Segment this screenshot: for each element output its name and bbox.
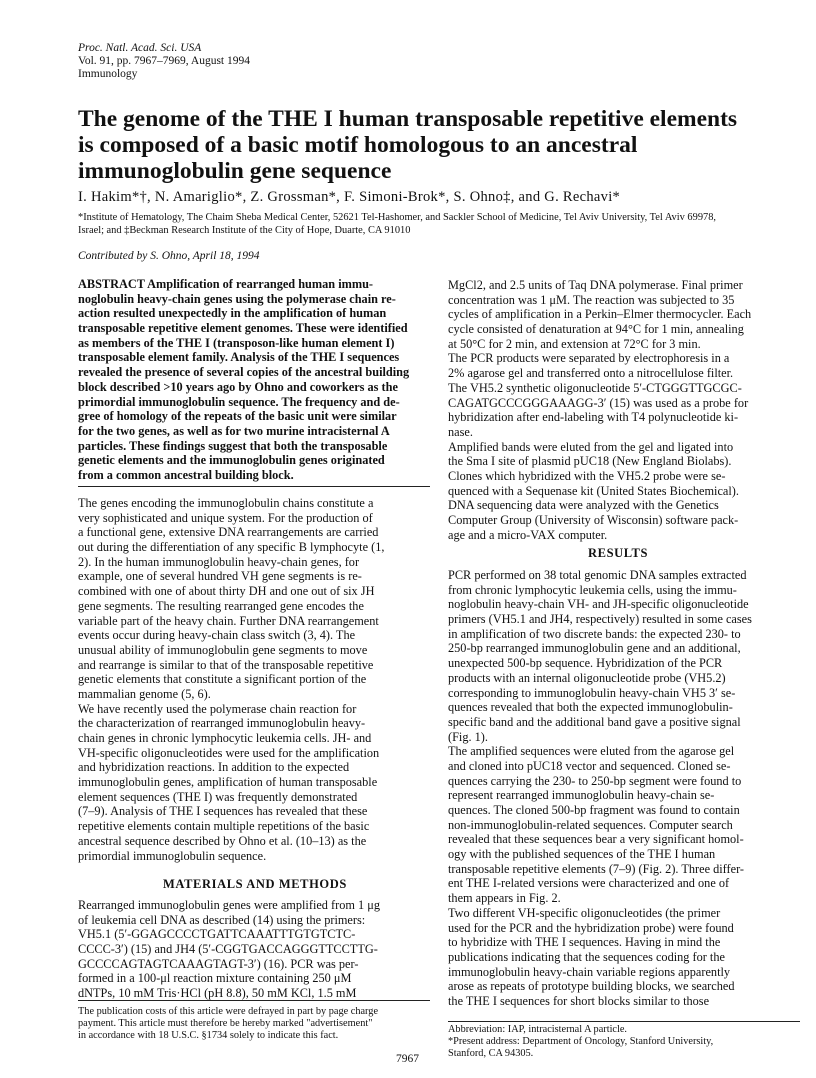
methods-continued-line: age and a micro-VAX computer.: [448, 527, 608, 542]
results-line: PCR performed on 38 total genomic DNA samples extracted: [448, 568, 747, 582]
abbrev-divider: [448, 1021, 800, 1022]
footnote-line: in accordance with 18 U.S.C. §1734 solely to indicate this fact.: [78, 1030, 339, 1041]
abstract-line: ABSTRACT Amplification of rearranged human immu-: [78, 277, 374, 291]
abbrev-line: Stanford, CA 94305.: [448, 1048, 534, 1059]
journal-name: Proc. Natl. Acad. Sci. USA: [78, 42, 202, 54]
intro-line: out during the differentiation of any specific B lymphocyte (1,: [78, 540, 385, 555]
intro-line: ancestral sequence described by Ohno et al. (10–13) as the: [78, 833, 367, 848]
results-line: arose as repeats of prototype building blocks, we searched: [448, 979, 735, 994]
affiliation-line: *Institute of Hematology, The Chaim Sheba Medical Center, 52621 Tel-Hashomer, and Sackler School of Medicine, Tel Aviv University, Tel Aviv 69978,: [78, 212, 716, 223]
results-line: from chronic lymphocytic leukemia cells, using the immu-: [448, 582, 737, 597]
results-line: products with an internal oligonucleotide probe (VH5.2): [448, 670, 726, 685]
results-line: noglobulin heavy-chain VH- and JH-specific oligonucleotide: [448, 597, 749, 612]
intro-line: and hybridization reactions. In addition to the expected: [78, 760, 350, 775]
affiliation-line: Israel; and ‡Beckman Research Institute of the City of Hope, Duarte, CA 91010: [78, 225, 411, 236]
title-line: immunoglobulin gene sequence: [78, 158, 392, 184]
methods-continued-line: cycle consisted of denaturation at 94°C for 1 min, annealing: [448, 322, 744, 337]
methods-line: GCCCCAGTAGTCAAAGTAGT-3′) (16). PCR was per-: [78, 956, 359, 971]
results-line: used for the PCR and the hybridization probe) were found: [448, 920, 734, 935]
methods-continued-line: MgCl2, and 2.5 units of Taq DNA polymerase. Final primer: [448, 278, 743, 292]
footnote-divider: [78, 1000, 430, 1001]
intro-line: repetitive elements contain multiple repetitions of the basic: [78, 819, 370, 834]
results-line: transposable repetitive elements (7–9) (Fig. 2). Three differ-: [448, 861, 745, 876]
journal-volume: Vol. 91, pp. 7967–7969, August 1994: [78, 55, 250, 67]
results-text: [448, 568, 800, 1009]
methods-continued-line: The VH5.2 synthetic oligonucleotide 5′-CTGGGTTGCGC-: [448, 380, 742, 395]
methods-heading: MATERIALS AND METHODS: [163, 877, 347, 891]
methods-line: formed in a 100-μl reaction mixture containing 250 μM: [78, 971, 352, 986]
intro-line: We have recently used the polymerase chain reaction for: [78, 701, 357, 716]
abstract-line: action resulted unexpectedly in the amplification of human: [78, 306, 387, 321]
methods-line: Rearranged immunoglobulin genes were amplified from 1 μg: [78, 898, 380, 912]
methods-continued-line: hybridization after end-labeling with T4 polynucleotide ki-: [448, 410, 739, 425]
intro-line: VH-specific oligonucleotides were used for the amplification: [78, 745, 380, 760]
abstract: [78, 277, 430, 483]
abstract-line: revealed the presence of several copies of the ancestral building: [78, 365, 410, 380]
results-line: them appears in Fig. 2.: [448, 891, 561, 906]
author-list: I. Hakim*†, N. Amariglio*, Z. Grossman*, F. Simoni-Brok*, S. Ohno‡, and G. Rechavi*: [78, 189, 621, 205]
methods-continued-line: DNA sequencing data were analyzed with the Genetics: [448, 498, 719, 513]
results-line: The amplified sequences were eluted from the agarose gel: [448, 744, 735, 759]
intro-line: genetic elements that constitute a significant portion of the: [78, 672, 367, 687]
abbrev-line: *Present address: Department of Oncology, Stanford University,: [448, 1036, 714, 1047]
abbreviations-footnote: [448, 1024, 800, 1060]
intro-line: chain genes in chronic lymphocytic leukemia cells. JH- and: [78, 731, 372, 745]
journal-section: Immunology: [78, 68, 138, 80]
intro-line: example, one of several hundred VH gene segments is re-: [78, 569, 362, 584]
abstract-line: particles. These findings suggest that both the transposable: [78, 438, 388, 453]
methods-line: of leukemia cell DNA as described (14) using the primers:: [78, 912, 366, 927]
methods-continued-line: nase.: [448, 424, 473, 439]
results-line: in amplification of two discrete bands: the expected 230- to: [448, 626, 741, 641]
title-line: is composed of a basic motif homologous to an ancestral: [78, 132, 638, 158]
methods-continued-line: CAGATGCCCGGGAAAGG-3′ (15) was used as a probe for: [448, 395, 749, 410]
intro-line: the characterization of rearranged immunoglobulin heavy-: [78, 716, 366, 731]
intro-line: primordial immunoglobulin sequence.: [78, 848, 267, 863]
title-line: The genome of the THE I human transposable repetitive elements: [78, 106, 738, 132]
results-line: non-immunoglobulin-related sequences. Computer search: [448, 817, 733, 832]
results-line: primers (VH5.1 and JH4, respectively) resulted in some cases: [448, 612, 752, 627]
contributed-by: Contributed by S. Ohno, April 18, 1994: [78, 250, 260, 262]
intro-line: combined with one of about thirty DH and one out of six JH: [78, 584, 375, 599]
results-line: publications indicating that the sequences coding for the: [448, 949, 725, 964]
methods-continued-line: concentration was 1 μM. The reaction was subjected to 35: [448, 292, 735, 307]
results-line: corresponding to immunoglobulin heavy-chain VH5 3′ se-: [448, 685, 736, 700]
methods-continued-line: quenced with a Sequenase kit (United States Biochemical).: [448, 483, 739, 498]
intro-line: immunoglobulin genes, amplification of human transposable: [78, 775, 378, 790]
abstract-divider: [78, 486, 430, 487]
methods-continued-line: at 50°C for 2 min, and extension at 72°C for 3 min.: [448, 336, 701, 351]
results-line: and cloned into pUC18 vector and sequenced. Cloned se-: [448, 758, 731, 773]
results-line: quences carrying the 230- to 250-bp segment were found to: [448, 773, 742, 788]
results-line: Two different VH-specific oligonucleotides (the primer: [448, 905, 721, 920]
paper-title: [78, 106, 768, 184]
cost-footnote: [78, 1006, 430, 1042]
intro-line: The genes encoding the immunoglobulin chains constitute a: [78, 496, 374, 510]
abstract-line: from a common ancestral building block.: [78, 467, 294, 482]
abstract-line: transposable repetitive element genomes. These were identified: [78, 321, 408, 336]
footnote-line: The publication costs of this article were defrayed in part by page charge: [78, 1006, 379, 1017]
results-line: ogy with the published sequences of the THE I human: [448, 847, 716, 862]
methods-continued-line: cycles of amplification in a Perkin–Elmer thermocycler. Each: [448, 307, 752, 322]
results-line: unexpected 500-bp sequence. Hybridization of the PCR: [448, 656, 723, 671]
intro-line: 2). In the human immunoglobulin heavy-chain genes, for: [78, 554, 360, 569]
results-line: quences revealed that both the expected immunoglobulin-: [448, 700, 733, 715]
methods-line: dNTPs, 10 mM Tris·HCl (pH 8.8), 50 mM KCl, 1.5 mM: [78, 986, 357, 1001]
abstract-line: as members of the THE I (transposon-like human element I): [78, 335, 395, 350]
affiliations: [78, 211, 758, 237]
methods-continued-line: The PCR products were separated by electrophoresis in a: [448, 351, 730, 366]
methods-continued: [448, 278, 800, 542]
intro-line: (7–9). Analysis of THE I sequences has revealed that these: [78, 804, 368, 819]
intro-line: very sophisticated and unique system. For the production of: [78, 510, 373, 525]
intro-line: unusual ability of immunoglobulin gene segments to move: [78, 642, 368, 657]
intro-line: gene segments. The resulting rearranged gene encodes the: [78, 598, 364, 613]
methods-continued-line: Computer Group (University of Wisconsin) software pack-: [448, 513, 739, 527]
methods-continued-line: Clones which hybridized with the VH5.2 probe were se-: [448, 468, 726, 483]
results-line: to hybridize with THE I sequences. Having in mind the: [448, 935, 721, 950]
abstract-line: noglobulin heavy-chain genes using the polymerase chain re-: [78, 291, 396, 306]
intro-line: mammalian genome (5, 6).: [78, 686, 211, 701]
methods-continued-line: 2% agarose gel and transferred onto a nitrocellulose filter.: [448, 366, 734, 381]
page-number: 7967: [396, 1053, 419, 1065]
results-line: the THE I sequences for short blocks similar to those: [448, 993, 710, 1008]
methods-text: [78, 898, 430, 1001]
results-line: immunoglobulin heavy-chain variable regions apparently: [448, 964, 731, 979]
methods-line: VH5.1 (5′-GGAGCCCCTGATTCAAATTTGTGTCTC-: [78, 927, 356, 942]
intro-line: events occur during heavy-chain class switch (3, 4). The: [78, 628, 356, 643]
intro-line: and rearrange is similar to that of the transposable repetitive: [78, 657, 374, 672]
introduction: [78, 496, 430, 863]
results-line: 250-bp rearranged immunoglobulin gene and an additional,: [448, 641, 741, 656]
abstract-line: primordial immunoglobulin sequence. The frequency and de-: [78, 394, 400, 409]
abstract-line: for the two genes, as well as for two murine intracisternal A: [78, 423, 390, 438]
methods-continued-line: the Sma I site of plasmid pUC18 (New England Biolabs).: [448, 454, 732, 469]
abstract-line: block described >10 years ago by Ohno and coworkers as the: [78, 379, 398, 394]
results-line: specific band and the additional band gave a positive signal: [448, 714, 741, 729]
footnote-line: payment. This article must therefore be hereby marked "advertisement": [78, 1018, 373, 1029]
journal-header: [78, 42, 250, 81]
results-line: ent THE I-related versions were characterized and one of: [448, 876, 730, 891]
abstract-line: genetic elements and the immunoglobulin genes originated: [78, 453, 385, 468]
abstract-line: transposable element family. Analysis of the THE I sequences: [78, 350, 400, 365]
intro-line: variable part of the heavy chain. Further DNA rearrangement: [78, 613, 379, 628]
methods-continued-line: Amplified bands were eluted from the gel and ligated into: [448, 439, 734, 454]
results-line: (Fig. 1).: [448, 729, 488, 744]
intro-line: element sequences (THE I) was frequently demonstrated: [78, 789, 358, 804]
methods-line: CCCC-3′) (15) and JH4 (5′-CGGTGACCAGGGTTCCTTG-: [78, 942, 378, 957]
abstract-line: gree of homology of the repeats of the basic unit were similar: [78, 409, 397, 424]
results-heading: RESULTS: [588, 546, 649, 560]
results-line: represent rearranged immunoglobulin heavy-chain se-: [448, 788, 715, 803]
intro-line: a functional gene, extensive DNA rearrangements are carried: [78, 525, 379, 540]
abbrev-line: Abbreviation: IAP, intracisternal A particle.: [448, 1024, 628, 1035]
results-line: quences. The cloned 500-bp fragment was found to contain: [448, 803, 740, 817]
results-line: revealed that these sequences bear a very significant homol-: [448, 832, 744, 847]
